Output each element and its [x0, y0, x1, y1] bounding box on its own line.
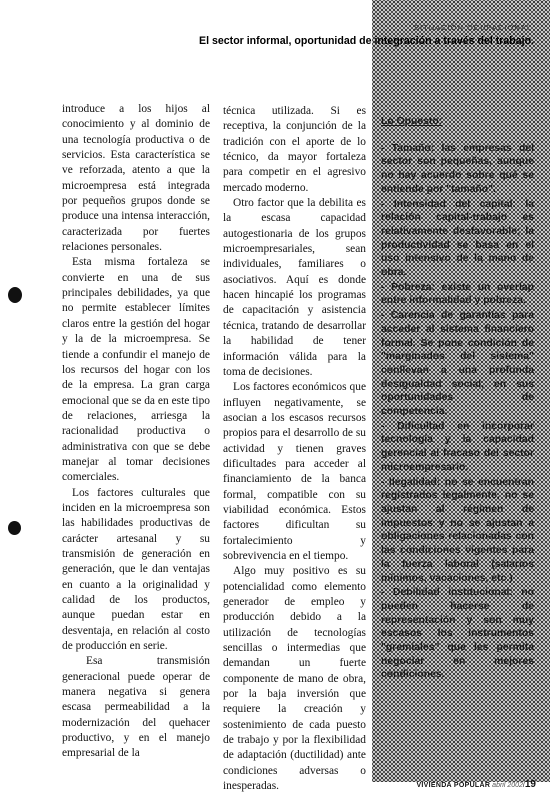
- sidebar-item: - Ilegalidad: no se encuentran registrados legalmente, no se ajustan al régimen de impuestos y no se ajustan a obligaciones relacionadas con las condiciones vigentes para la fuerza laboral (salarios mínimos, vacaciones, etc.): [381, 476, 534, 584]
- sidebar-item: - Debilidad institucional: no pueden hacerse de representación y son muy escasos los instrumentos "gremiales" que les permita negociar en mejores condiciones.: [381, 587, 534, 681]
- sidebar-item: - Dificultad en incorporar tecnología y la capacidad gerencial al fracaso del sector microempresario.: [381, 420, 534, 473]
- paragraph: Los factores económicos que influyen negativamente, se asocian a los escasos recursos propios para el desarrollo de su actividad y tienen graves dificultades para acceder al financiamiento de la banca formal, compatible con su viabilidad económica. Estos factores dificultan su fortalecimiento y sobrevivencia en el tiempo.: [223, 381, 366, 562]
- sidebar-item: - Tamaño: las empresas del sector son pequeñas, aunque no hay acuerdo sobre qué se entiende por "tamaño".: [381, 142, 534, 195]
- sidebar-box: [381, 115, 534, 683]
- article-title: El sector informal, oportunidad de integración a través del trabajo.: [199, 35, 534, 47]
- text-column-middle: [223, 104, 366, 794]
- paragraph: técnica utilizada. Si es receptiva, la conjunción de la tradición con el aporte de lo técnico, da mayor fortaleza para competir en el agresivo mercado moderno.: [223, 105, 366, 194]
- punch-hole-bottom: [8, 521, 21, 535]
- sidebar-item: - Intensidad del capital: la relación capital-trabajo es relativamente desfavorable; la productividad se basa en el uso intensivo de la mano de obra.: [381, 198, 534, 279]
- paragraph: Esa transmisión generacional puede operar de manera negativa si genera escasa permeabilidad a la modernización del quehacer productivo, y en el manejo empresarial de la: [62, 655, 210, 760]
- paragraph: introduce a los hijos al conocimiento y al dominio de una tecnología productiva o de servicios. Esta característica se ve reforzada, atento a que la microempresa está integrada por pequeños grupos donde se produce una intensa interacción, caracterizada por fuertes relaciones personales.: [62, 103, 210, 254]
- sidebar-title: Lo Opuesto:: [381, 116, 443, 127]
- section-label: SITUACIÓN OCUPACIONAL: [414, 23, 532, 32]
- paragraph: Esta misma fortaleza se convierte en una de sus principales debilidades, ya que no permite establecer límites claros entre la gestión del hogar y la de la microempresa. Se tiende a confundir el manejo de los recursos del hogar con los de la empresa. La gran carga emocional que se da en este tipo de relaciones, arriesga la racionalidad productiva o administrativa con que se debe manejar al tomar decisiones comerciales.: [62, 256, 210, 484]
- magazine-name: VIVIENDA POPULAR: [416, 782, 491, 789]
- page-number: 19: [524, 779, 536, 790]
- issue-date: abril 2002: [492, 782, 523, 789]
- sidebar-item: - Carencia de garantías para acceder al sistema financiero formal. Se pone condición de "marginados del sistema" conllevan a una profunda desigualdad social, en sus oportunidades de competencia.: [381, 310, 534, 418]
- page-footer: [416, 779, 536, 790]
- paragraph: Otro factor que la debilita es la escasa capacidad autogestionaria de los grupos microempresariales, sean individuales, familiares o asociativos. Aquí es donde hacen hincapié los programas de capacitación y asistencia técnica, tratando de desarrollar la habilidad de tener información válida para la toma de decisiones.: [223, 197, 366, 378]
- punch-hole-top: [8, 287, 22, 303]
- paragraph: Algo muy positivo es su potencialidad como elemento generador de empleo y producción debido a la utilización de tecnologías sencillas o intermedias que demandan un fuerte componente de mano de obra, por la baja inversión que requiere la creación y sostenimiento de cada puesto de trabajo y por la flexibilidad de adaptación (ductilidad) ante condiciones adversas o inesperadas.: [223, 565, 366, 793]
- footer-separator: /: [522, 782, 525, 789]
- text-column-left: [62, 102, 210, 762]
- paragraph: Los factores culturales que inciden en la microempresa son las habilidades productivas de carácter artesanal y su transmisión de generación en generación, que le dan ventajas en cuanto a la originalidad y calidad de los productos, aunque puedan estar en desventaja, en relación al costo de producción en serie.: [62, 486, 210, 653]
- sidebar-item: - Pobreza: existe un overlap entre informalidad y pobreza.: [381, 281, 534, 307]
